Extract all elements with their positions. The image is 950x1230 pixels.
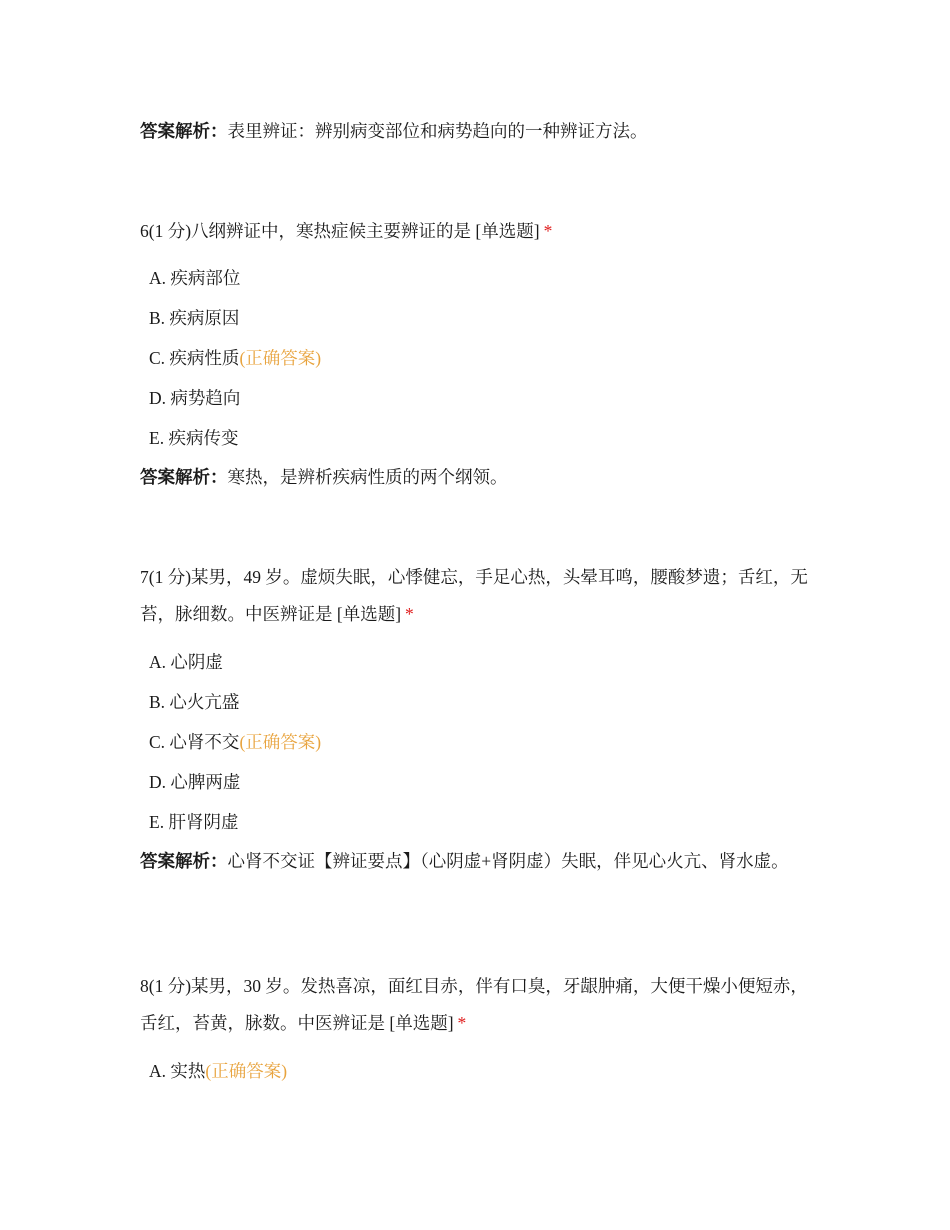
correct-answer-tag: (正确答案) bbox=[239, 348, 322, 368]
analysis-label: 答案解析： bbox=[140, 467, 228, 487]
option-label: E. 疾病传变 bbox=[149, 428, 239, 448]
option-label: D. 病势趋向 bbox=[149, 388, 241, 408]
option-d[interactable] bbox=[149, 386, 240, 410]
question-text: 6(1 分)八纲辨证中，寒热症候主要辨证的是 [单选题] bbox=[140, 221, 540, 241]
option-c[interactable] bbox=[149, 730, 321, 754]
option-c[interactable] bbox=[149, 346, 321, 370]
question-7 bbox=[140, 559, 810, 633]
required-asterisk: * bbox=[543, 221, 553, 241]
correct-answer-tag: (正确答案) bbox=[205, 1061, 288, 1081]
option-b[interactable] bbox=[149, 306, 239, 330]
analysis-label: 答案解析： bbox=[140, 851, 228, 871]
option-b[interactable] bbox=[149, 690, 239, 714]
answer-analysis-6 bbox=[140, 465, 810, 490]
option-label: A. 心阴虚 bbox=[149, 652, 223, 672]
answer-analysis-5 bbox=[140, 119, 810, 144]
required-asterisk: * bbox=[405, 604, 414, 624]
option-label: C. 疾病性质 bbox=[149, 348, 240, 368]
option-a[interactable] bbox=[149, 1059, 287, 1083]
analysis-text: 表里辨证：辨别病变部位和病势趋向的一种辨证方法。 bbox=[227, 121, 648, 141]
option-label: C. 心肾不交 bbox=[149, 732, 240, 752]
option-label: B. 心火亢盛 bbox=[149, 692, 240, 712]
question-6 bbox=[140, 213, 810, 250]
option-label: D. 心脾两虚 bbox=[149, 772, 241, 792]
analysis-text: 寒热，是辨析疾病性质的两个纲领。 bbox=[227, 467, 508, 487]
option-label: B. 疾病原因 bbox=[149, 308, 240, 328]
option-e[interactable] bbox=[149, 426, 238, 450]
option-a[interactable] bbox=[149, 266, 240, 290]
question-text: 7(1 分)某男，49 岁。虚烦失眠，心悸健忘，手足心热，头晕耳鸣，腰酸梦遗；舌红，无苔，脉细数。中医辨证是 [单选题] bbox=[140, 567, 808, 624]
option-label: A. 实热 bbox=[149, 1061, 206, 1081]
option-e[interactable] bbox=[149, 810, 238, 834]
question-text: 8(1 分)某男，30 岁。发热喜凉，面红目赤，伴有口臭，牙龈肿痛，大便干燥小便短赤，舌红，苔黄，脉数。中医辨证是 [单选题] bbox=[140, 976, 808, 1033]
required-asterisk: * bbox=[457, 1013, 467, 1033]
option-label: A. 疾病部位 bbox=[149, 268, 241, 288]
analysis-label: 答案解析： bbox=[140, 121, 228, 141]
option-d[interactable] bbox=[149, 770, 240, 794]
answer-analysis-7 bbox=[140, 849, 810, 874]
question-8 bbox=[140, 968, 810, 1042]
option-label: E. 肝肾阴虚 bbox=[149, 812, 239, 832]
analysis-text: 心肾不交证【辨证要点】（心阴虚+肾阴虚）失眠，伴见心火亢、肾水虚。 bbox=[227, 851, 789, 871]
correct-answer-tag: (正确答案) bbox=[239, 732, 322, 752]
option-a[interactable] bbox=[149, 650, 223, 674]
